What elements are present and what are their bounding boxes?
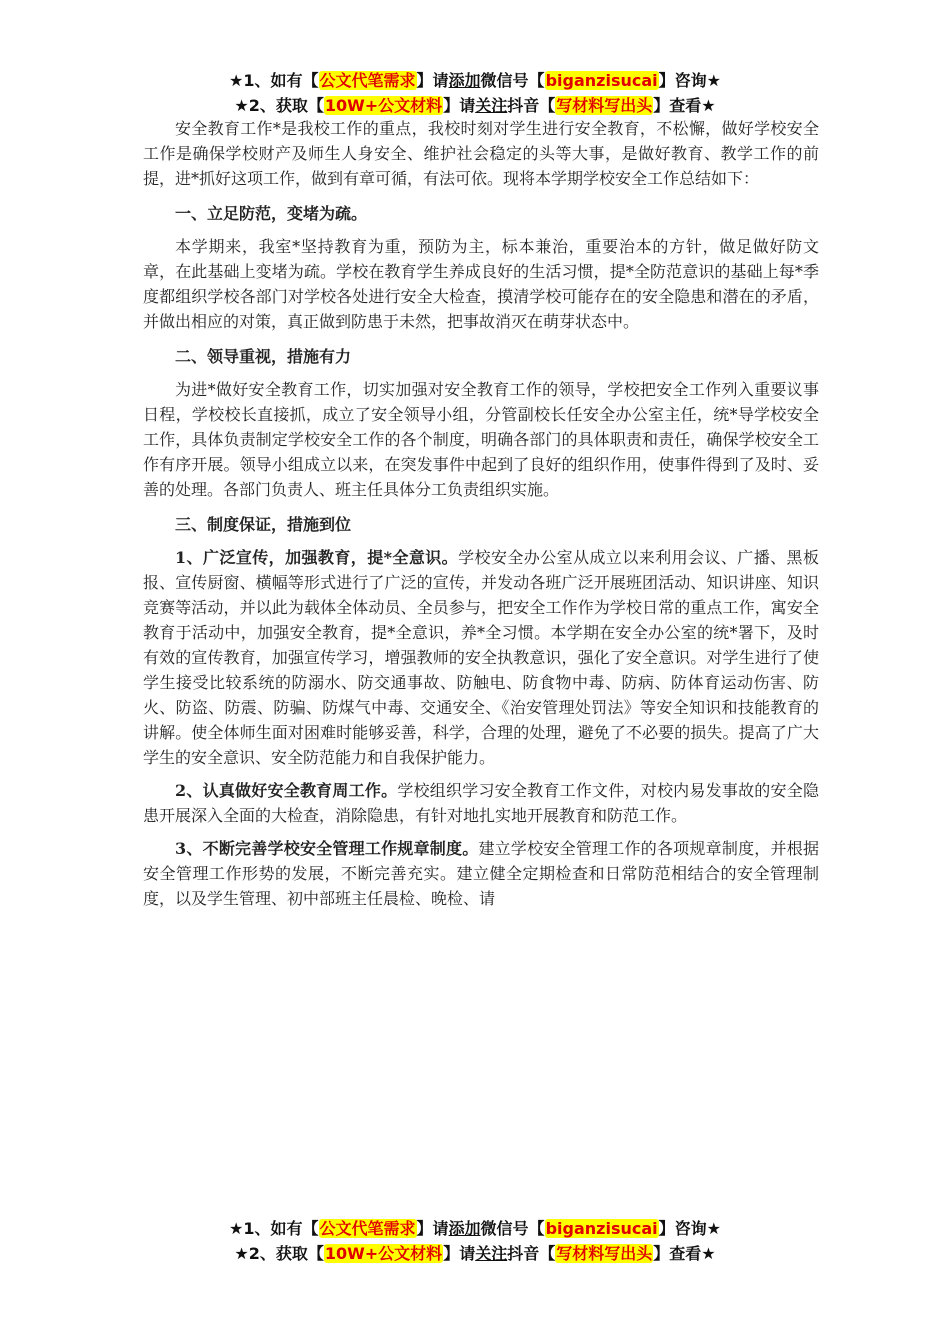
item-3-lead: 3、不断完善学校安全管理工作规章制度。: [175, 839, 479, 858]
highlight-wechat-id: biganzisucai: [545, 71, 658, 90]
highlight-materials: 10W+公文材料: [324, 96, 443, 115]
item-2-lead: 2、认真做好安全教育周工作。: [175, 781, 398, 800]
section-heading-1: 一、立足防范，变堵为疏。: [175, 204, 368, 223]
section-heading-3: 三、制度保证，措施到位: [175, 515, 352, 534]
highlight-materials: 10W+公文材料: [324, 1244, 443, 1263]
footer-banner: [0, 1216, 950, 1266]
highlight-douyin-account: 写材料写出头: [556, 96, 653, 115]
banner-line-2: ★2、获取【10W+公文材料】请关注抖音【写材料写出头】查看★: [234, 96, 716, 115]
highlight-service: 公文代笔需求: [319, 71, 416, 90]
document-body: [143, 116, 819, 911]
highlight-douyin-account: 写材料写出头: [556, 1244, 653, 1263]
banner-line-1: ★1、如有【公文代笔需求】请添加微信号【biganzisucai】咨询★: [229, 71, 721, 90]
section-1-paragraph: 本学期来，我室*坚持教育为重，预防为主，标本兼治，重要治本的方针，做足做好防文章，在此基础上变堵为疏。学校在教育学生养成良好的生活习惯，提*全防范意识的基础上每*季度都组织学校各部门对学校各处进行安全大检查，摸清学校可能存在的安全隐患和潜在的矛盾，并做出相应的对策，真正做到防患于未然，把事故消灭在萌芽状态中。: [143, 237, 819, 331]
item-3-body: 建立学校安全管理工作的各项规章制度，并根据安全管理工作形势的发展，不断完善充实。建立健全定期检查和日常防范相结合的安全管理制度，以及学生管理、初中部班主任晨检、晚检、请: [143, 839, 819, 908]
highlight-wechat-id: biganzisucai: [545, 1219, 658, 1238]
item-1-body: 学校安全办公室从成立以来利用会议、广播、黑板报、宣传厨窗、横幅等形式进行了广泛的宣传，并发动各班广泛开展班团活动、知识讲座、知识竞赛等活动，并以此为载体全体动员、全员参与，把安全工作作为学校日常的重点工作，寓安全教育于活动中，加强安全教育，提*全意识，养*全习惯。本学期在安全办公室的统*署下，及时有效的宣传教育，加强宣传学习，增强教师的安全执教意识，强化了安全意识。对学生进行了使学生接受比较系统的防溺水、防交通事故、防触电、防食物中毒、防病、防体育运动伤害、防火、防盗、防震、防骗、防煤气中毒、交通安全、《治安管理处罚法》等安全知识和技能教育的讲解。使全体师生面对困难时能够妥善，科学，合理的处理，避免了不必要的损失。提高了广大学生的安全意识、安全防范能力和自我保护能力。: [143, 548, 819, 767]
item-2-paragraph: [143, 778, 819, 828]
header-banner: [0, 68, 950, 118]
item-3-paragraph: [143, 836, 819, 911]
item-1-lead: 1、广泛宣传，加强教育，提*全意识。: [175, 548, 459, 567]
section-2-paragraph: 为进*做好安全教育工作，切实加强对安全教育工作的领导，学校把安全工作列入重要议事日程，学校校长直接抓，成立了安全领导小组，分管副校长任安全办公室主任，统*导学校安全工作，具体负责制定学校安全工作的各个制度，明确各部门的具体职责和责任，确保学校安全工作有序开展。领导小组成立以来，在突发事件中起到了良好的组织作用，使事件得到了及时、妥善的处理。各部门负责人、班主任具体分工负责组织实施。: [143, 380, 819, 499]
section-heading-2: 二、领导重视，措施有力: [175, 347, 352, 366]
footer-banner-line-1: ★1、如有【公文代笔需求】请添加微信号【biganzisucai】咨询★: [229, 1219, 721, 1238]
item-1-paragraph: [143, 545, 819, 770]
item-2-body: 学校组织学习安全教育工作文件，对校内易发事故的安全隐患开展深入全面的大检查，消除隐患，有针对地扎实地开展教育和防范工作。: [143, 781, 819, 825]
footer-banner-line-2: ★2、获取【10W+公文材料】请关注抖音【写材料写出头】查看★: [234, 1244, 716, 1263]
highlight-service: 公文代笔需求: [319, 1219, 416, 1238]
intro-paragraph: 安全教育工作*是我校工作的重点，我校时刻对学生进行安全教育，不松懈，做好学校安全工作是确保学校财产及师生人身安全、维护社会稳定的头等大事，是做好教育、教学工作的前提，进*抓好这项工作，做到有章可循，有法可依。现将本学期学校安全工作总结如下：: [143, 119, 819, 188]
